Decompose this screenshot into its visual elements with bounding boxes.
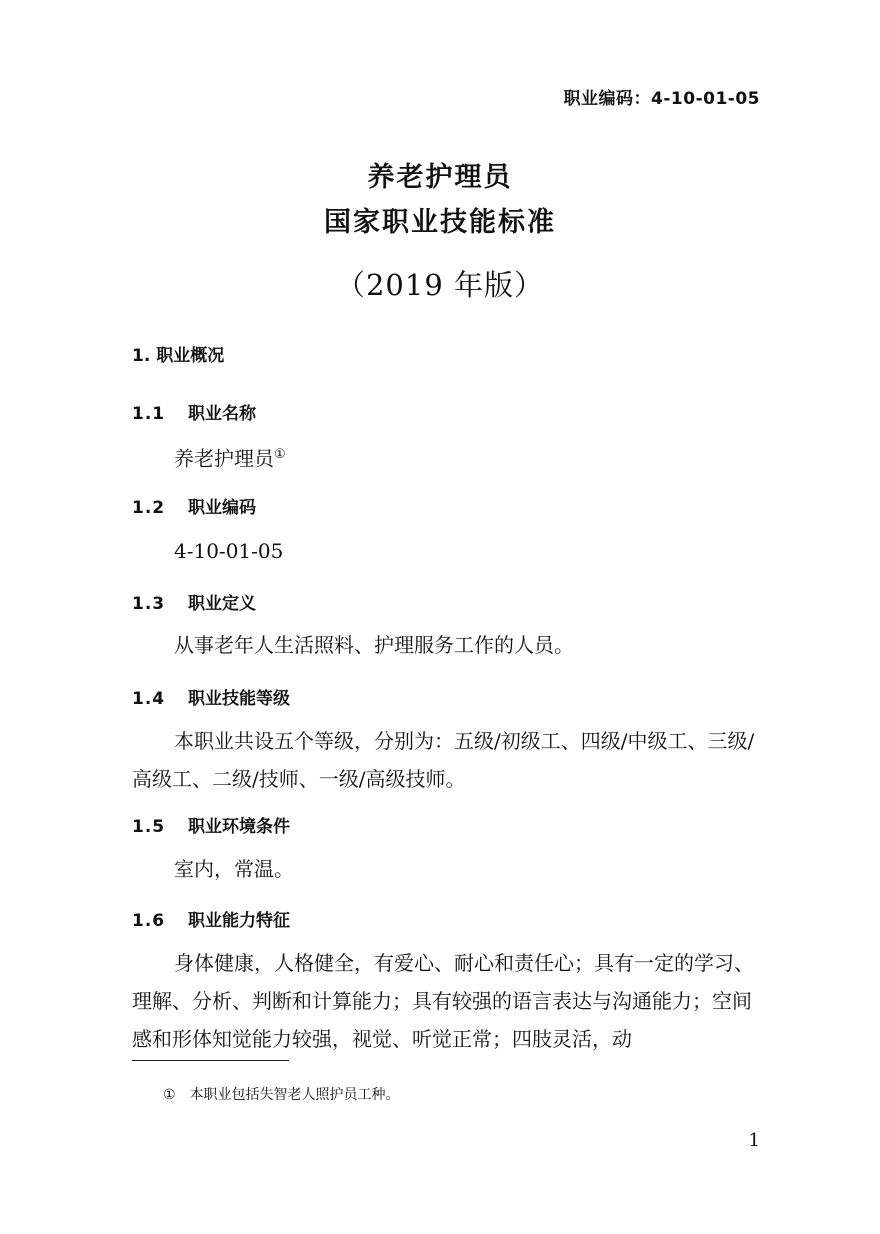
section-heading-occupation-overview — [132, 341, 224, 366]
section-heading-text: 职业环境条件 — [188, 817, 290, 837]
occupation-code-header: 职业编码：4-10-01-05 — [563, 89, 760, 109]
edition-label: （2019 年版） — [335, 268, 545, 302]
section-heading-text: 职业能力特征 — [188, 911, 290, 931]
section-heading-text: 职业名称 — [188, 404, 256, 424]
footnote-divider — [132, 1060, 289, 1061]
section-heading-occupation-definition — [132, 589, 256, 614]
section-number: 1.4 — [132, 689, 166, 709]
section-heading-skill-levels — [132, 684, 290, 709]
section-number: 1.5 — [132, 817, 166, 837]
occupation-name-text — [132, 436, 762, 478]
section-heading-occupation-name — [132, 399, 256, 424]
footnote-mark: ① — [163, 1087, 176, 1103]
work-environment-text: 室内，常温。 — [174, 857, 294, 881]
section-heading-text: 职业编码 — [188, 498, 256, 518]
section-heading-text: 职业技能等级 — [188, 689, 290, 709]
footnote-text: 本职业包括失智老人照护员工种。 — [189, 1087, 400, 1103]
section-heading-occupation-code — [132, 493, 256, 518]
occupation-code-text: 4-10-01-05 — [174, 539, 284, 563]
page-number: 1 — [748, 1130, 760, 1151]
section-heading-text: 1. 职业概况 — [132, 346, 225, 366]
occupation-definition-text: 从事老年人生活照料、护理服务工作的人员。 — [174, 633, 574, 657]
document-subtitle: 国家职业技能标准 — [324, 207, 556, 238]
section-number: 1.1 — [132, 404, 166, 424]
section-number: 1.3 — [132, 594, 166, 614]
section-heading-text: 职业定义 — [188, 594, 256, 614]
skill-levels-text: 本职业共设五个等级，分别为：五级/初级工、四级/中级工、三级/高级工、二级/技师、一级/高级技师。 — [132, 729, 755, 791]
document-title: 养老护理员 — [367, 162, 513, 193]
footnote-reference: ① — [274, 447, 286, 462]
section-heading-work-environment — [132, 812, 290, 837]
section-number: 1.2 — [132, 498, 166, 518]
section-number: 1.6 — [132, 911, 166, 931]
footnote — [163, 1084, 400, 1104]
section-heading-ability-characteristics — [132, 906, 290, 931]
ability-characteristics-text: 身体健康，人格健全，有爱心、耐心和责任心；具有一定的学习、理解、分析、判断和计算能力；具有较强的语言表达与沟通能力；空间感和形体知觉能力较强，视觉、听觉正常；四肢灵活，动 — [132, 951, 754, 1051]
occupation-name-value: 养老护理员 — [174, 446, 274, 471]
